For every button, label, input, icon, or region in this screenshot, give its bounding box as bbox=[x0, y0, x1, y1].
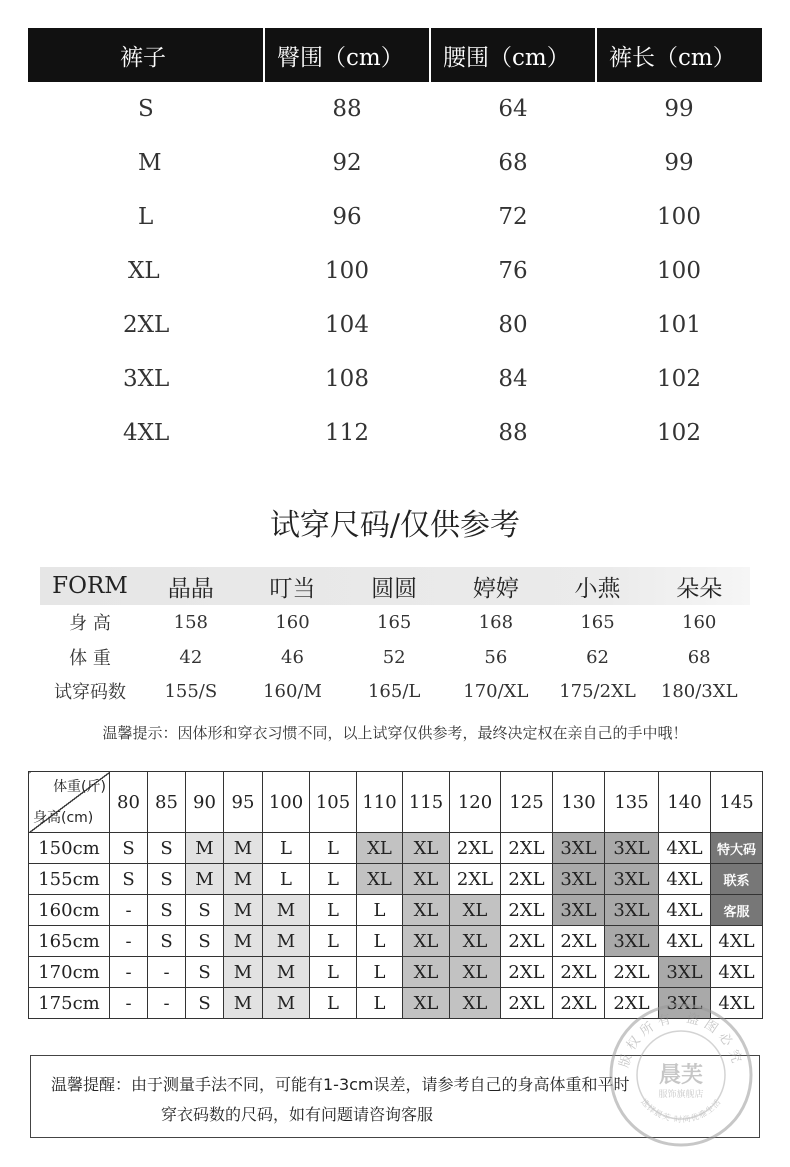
size-cell: M bbox=[263, 926, 310, 957]
seal-subtitle: 服饰旗舰店 bbox=[658, 1090, 704, 1100]
size-cell: XL bbox=[403, 895, 450, 926]
hip-value: 104 bbox=[325, 312, 369, 338]
size-cell: L bbox=[310, 988, 357, 1019]
size-cell: XL bbox=[403, 833, 450, 864]
size-label bbox=[28, 298, 264, 352]
tryon-row bbox=[40, 674, 750, 708]
size-cell: 4XL bbox=[711, 926, 763, 957]
size-cell: L bbox=[310, 864, 357, 895]
size-cell: 4XL bbox=[711, 988, 763, 1019]
size-label bbox=[28, 244, 264, 298]
tryon-value: 46 bbox=[281, 646, 304, 668]
size-cell: S bbox=[186, 957, 224, 988]
waist-value: 64 bbox=[498, 96, 528, 122]
size-cell: M bbox=[186, 833, 224, 864]
note-line-1: 温馨提醒：由于测量手法不同，可能有1-3cm误差，请参考自己的身高体重和平时 bbox=[51, 1075, 630, 1094]
size-cell: XL bbox=[450, 988, 501, 1019]
size-text: 2XL bbox=[123, 312, 170, 338]
size-cell: 3XL bbox=[605, 833, 659, 864]
note-line-2: 穿衣码数的尺码，如有问题请咨询客服 bbox=[161, 1105, 434, 1124]
size-cell: L bbox=[310, 833, 357, 864]
size-text: XL bbox=[128, 258, 160, 284]
weight-header-cell: 110 bbox=[357, 772, 403, 833]
tryon-value: 155/S bbox=[164, 680, 218, 702]
size-cell: 3XL bbox=[553, 864, 605, 895]
waist-value: 76 bbox=[498, 258, 528, 284]
waist-value: 72 bbox=[498, 204, 528, 230]
size-row bbox=[28, 298, 762, 352]
height-label-cell: 155cm bbox=[29, 864, 110, 895]
size-cell: - bbox=[148, 988, 186, 1019]
size-cell: L bbox=[310, 895, 357, 926]
tryon-model-name: 晶晶 bbox=[167, 575, 214, 602]
size-cell: 2XL bbox=[450, 833, 501, 864]
hip-value: 96 bbox=[332, 204, 362, 230]
size-cell: 2XL bbox=[501, 833, 553, 864]
size-table-header bbox=[28, 28, 762, 82]
height-label-cell: 175cm bbox=[29, 988, 110, 1019]
size-cell: XL bbox=[403, 957, 450, 988]
weight-header-cell: 100 bbox=[263, 772, 310, 833]
length-value: 101 bbox=[657, 312, 701, 338]
size-cell: 2XL bbox=[501, 957, 553, 988]
hip-value: 112 bbox=[325, 420, 369, 446]
size-cell: 2XL bbox=[501, 864, 553, 895]
waist-value: 80 bbox=[498, 312, 528, 338]
seal-bottom-text: 选择晨芙 时尚优雅生活 bbox=[639, 1097, 723, 1125]
corner-height-label: 身高(cm) bbox=[33, 810, 94, 826]
grid-header-row bbox=[29, 772, 763, 833]
seal-brand: 晨芙 bbox=[658, 1063, 704, 1088]
length-value: 99 bbox=[664, 150, 694, 176]
tryon-row bbox=[40, 640, 750, 674]
size-cell: 3XL bbox=[659, 957, 711, 988]
size-cell: L bbox=[310, 926, 357, 957]
size-cell: S bbox=[110, 833, 148, 864]
tryon-value: 42 bbox=[179, 646, 203, 668]
size-text: S bbox=[138, 96, 154, 122]
size-cell: M bbox=[224, 926, 263, 957]
size-cell: XL bbox=[357, 864, 403, 895]
weight-header-cell: 145 bbox=[711, 772, 763, 833]
size-cell: S bbox=[186, 895, 224, 926]
size-cell: M bbox=[263, 895, 310, 926]
size-label bbox=[28, 82, 264, 136]
header-pants: 裤子 bbox=[28, 28, 264, 82]
tryon-row-label: 身 高 bbox=[69, 613, 111, 634]
grid-row bbox=[29, 926, 763, 957]
size-cell: M bbox=[186, 864, 224, 895]
length-value: 100 bbox=[657, 258, 701, 284]
size-row bbox=[28, 136, 762, 190]
grid-row bbox=[29, 864, 763, 895]
grid-row bbox=[29, 895, 763, 926]
seal-ring-text: 版权所有 盗图必究 bbox=[617, 1010, 745, 1070]
size-cell: 客服 bbox=[711, 895, 763, 926]
tryon-model-name: 圆圆 bbox=[371, 575, 418, 602]
weight-header-cell: 85 bbox=[148, 772, 186, 833]
tryon-form-label: FORM bbox=[52, 573, 128, 599]
hip-value: 100 bbox=[325, 258, 369, 284]
tryon-value: 165/L bbox=[367, 680, 421, 702]
size-cell: XL bbox=[450, 957, 501, 988]
size-cell: 2XL bbox=[501, 926, 553, 957]
size-cell: L bbox=[357, 988, 403, 1019]
size-cell: - bbox=[110, 926, 148, 957]
grid-corner-cell bbox=[29, 772, 110, 833]
weight-header-cell: 105 bbox=[310, 772, 357, 833]
size-cell: S bbox=[186, 988, 224, 1019]
length-value: 100 bbox=[657, 204, 701, 230]
header-waist: 腰围（cm） bbox=[430, 28, 596, 82]
tryon-value: 170/XL bbox=[463, 680, 529, 702]
weight-header-cell: 130 bbox=[553, 772, 605, 833]
size-cell: 2XL bbox=[553, 957, 605, 988]
hip-value: 108 bbox=[325, 366, 369, 392]
size-cell: 2XL bbox=[553, 988, 605, 1019]
size-cell: - bbox=[110, 957, 148, 988]
size-cell: 4XL bbox=[659, 864, 711, 895]
size-cell: L bbox=[263, 833, 310, 864]
size-cell: M bbox=[224, 895, 263, 926]
size-cell: 联系 bbox=[711, 864, 763, 895]
weight-header-cell: 135 bbox=[605, 772, 659, 833]
size-label bbox=[28, 352, 264, 406]
tryon-value: 168 bbox=[478, 611, 514, 633]
tryon-model-name: 朵朵 bbox=[676, 575, 723, 602]
height-label-cell: 150cm bbox=[29, 833, 110, 864]
hip-value: 88 bbox=[332, 96, 362, 122]
size-cell: 特大码 bbox=[711, 833, 763, 864]
size-cell: M bbox=[224, 957, 263, 988]
tryon-value: 160 bbox=[275, 611, 310, 633]
weight-header-cell: 120 bbox=[450, 772, 501, 833]
height-label-cell: 160cm bbox=[29, 895, 110, 926]
tryon-value: 160 bbox=[682, 611, 717, 633]
size-cell: L bbox=[357, 895, 403, 926]
size-row bbox=[28, 406, 762, 460]
tryon-value: 56 bbox=[484, 646, 508, 668]
size-cell: 3XL bbox=[553, 895, 605, 926]
tryon-value: 160/M bbox=[263, 680, 322, 702]
size-cell: 2XL bbox=[553, 926, 605, 957]
corner-weight-label: 体重(斤) bbox=[53, 779, 106, 795]
size-cell: 4XL bbox=[659, 926, 711, 957]
pants-size-table bbox=[28, 28, 762, 460]
size-cell: - bbox=[148, 957, 186, 988]
weight-height-size-grid bbox=[28, 771, 763, 1019]
waist-value: 84 bbox=[498, 366, 528, 392]
size-cell: L bbox=[357, 926, 403, 957]
size-cell: XL bbox=[403, 864, 450, 895]
tryon-model-name: 婷婷 bbox=[472, 575, 519, 602]
size-cell: 2XL bbox=[605, 988, 659, 1019]
size-text: 3XL bbox=[123, 366, 170, 392]
size-label bbox=[28, 406, 264, 460]
tryon-row-label: 试穿码数 bbox=[54, 682, 126, 703]
size-row bbox=[28, 244, 762, 298]
size-cell: L bbox=[310, 957, 357, 988]
header-length: 裤长（cm） bbox=[596, 28, 762, 82]
length-value: 102 bbox=[657, 366, 701, 392]
size-cell: S bbox=[148, 864, 186, 895]
size-cell: 2XL bbox=[605, 957, 659, 988]
weight-header-cell: 140 bbox=[659, 772, 711, 833]
size-text: L bbox=[138, 204, 154, 230]
weight-header-cell: 95 bbox=[224, 772, 263, 833]
tryon-value: 165 bbox=[377, 611, 412, 633]
size-text: M bbox=[138, 150, 162, 176]
grid-row bbox=[29, 957, 763, 988]
copyright-seal bbox=[606, 1000, 756, 1150]
tryon-model-name: 叮当 bbox=[269, 575, 316, 602]
size-cell: 3XL bbox=[659, 988, 711, 1019]
height-label-cell: 165cm bbox=[29, 926, 110, 957]
tryon-value: 62 bbox=[586, 646, 609, 668]
size-cell: S bbox=[110, 864, 148, 895]
size-cell: 3XL bbox=[605, 926, 659, 957]
waist-value: 68 bbox=[498, 150, 528, 176]
size-cell: XL bbox=[403, 988, 450, 1019]
height-label-cell: 170cm bbox=[29, 957, 110, 988]
size-cell: S bbox=[186, 926, 224, 957]
size-cell: L bbox=[357, 957, 403, 988]
size-cell: - bbox=[110, 988, 148, 1019]
tryon-value: 68 bbox=[687, 646, 711, 668]
size-cell: M bbox=[263, 957, 310, 988]
size-row bbox=[28, 190, 762, 244]
size-cell: L bbox=[263, 864, 310, 895]
size-cell: S bbox=[148, 833, 186, 864]
size-cell: 2XL bbox=[501, 895, 553, 926]
header-hip: 臀围（cm） bbox=[264, 28, 430, 82]
size-cell: M bbox=[224, 833, 263, 864]
tryon-value: 180/3XL bbox=[660, 680, 738, 702]
tryon-tip: 温馨提示：因体形和穿衣习惯不同，以上试穿仅供参考，最终决定权在亲自己的手中哦！ bbox=[102, 724, 688, 742]
size-cell: 3XL bbox=[605, 864, 659, 895]
tryon-header-row bbox=[40, 567, 750, 605]
tryon-value: 52 bbox=[382, 646, 406, 668]
size-cell: 2XL bbox=[501, 988, 553, 1019]
size-cell: M bbox=[224, 864, 263, 895]
size-row bbox=[28, 82, 762, 136]
size-cell: 3XL bbox=[553, 833, 605, 864]
weight-header-cell: 115 bbox=[403, 772, 450, 833]
size-cell: XL bbox=[450, 926, 501, 957]
tryon-value: 158 bbox=[173, 611, 209, 633]
hip-value: 92 bbox=[332, 150, 362, 176]
weight-header-cell: 80 bbox=[110, 772, 148, 833]
size-label bbox=[28, 136, 264, 190]
tryon-model-name: 小燕 bbox=[574, 575, 621, 602]
size-cell: S bbox=[148, 926, 186, 957]
tryon-row bbox=[40, 605, 750, 639]
size-cell: 3XL bbox=[605, 895, 659, 926]
size-cell: 4XL bbox=[659, 833, 711, 864]
size-row bbox=[28, 352, 762, 406]
size-cell: S bbox=[148, 895, 186, 926]
size-cell: 4XL bbox=[711, 957, 763, 988]
tryon-row-label: 体 重 bbox=[69, 648, 111, 669]
size-cell: 4XL bbox=[659, 895, 711, 926]
size-cell: M bbox=[263, 988, 310, 1019]
size-cell: - bbox=[110, 895, 148, 926]
size-cell: XL bbox=[357, 833, 403, 864]
length-value: 102 bbox=[657, 420, 701, 446]
tryon-value: 165 bbox=[580, 611, 615, 633]
tryon-title: 试穿尺码/仅供参考 bbox=[269, 508, 521, 543]
size-cell: M bbox=[224, 988, 263, 1019]
size-cell: XL bbox=[403, 926, 450, 957]
length-value: 99 bbox=[664, 96, 694, 122]
grid-row bbox=[29, 833, 763, 864]
size-label bbox=[28, 190, 264, 244]
weight-header-cell: 125 bbox=[501, 772, 553, 833]
size-cell: XL bbox=[450, 895, 501, 926]
size-text: 4XL bbox=[123, 420, 170, 446]
weight-header-cell: 90 bbox=[186, 772, 224, 833]
tryon-value: 175/2XL bbox=[559, 680, 636, 702]
size-cell: 2XL bbox=[450, 864, 501, 895]
waist-value: 88 bbox=[498, 420, 528, 446]
